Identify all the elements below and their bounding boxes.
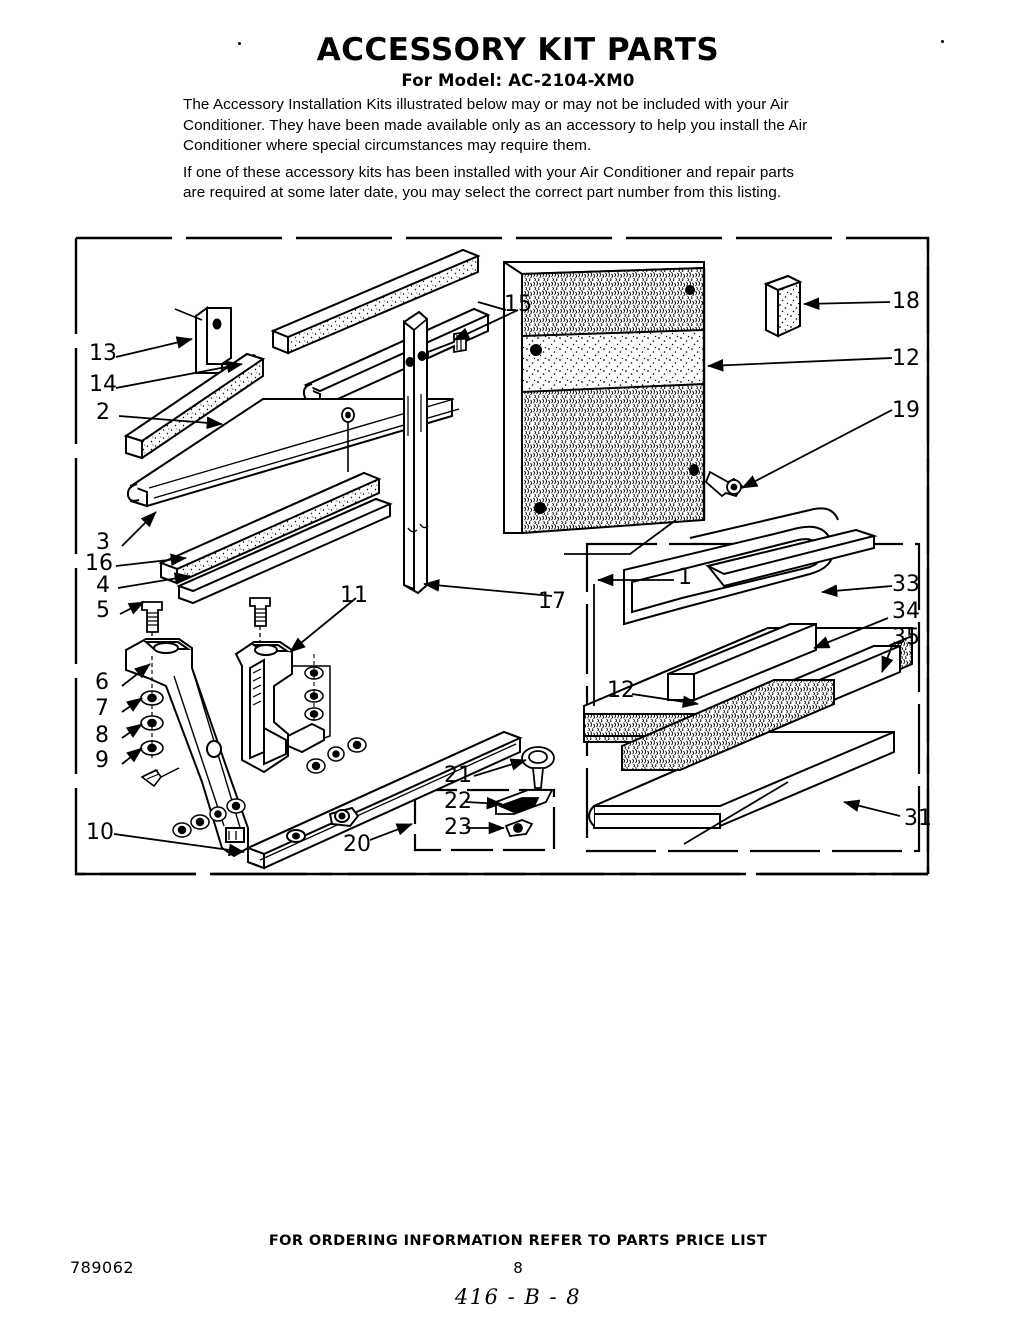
intro-paragraph-1: The Accessory Installation Kits illustrated below may or may not be included with your Air Conditioner. They have been made available only as an accessory to help you install the Air Conditioner where special circumstances may require them. bbox=[183, 96, 808, 154]
callout-10: 10 bbox=[86, 820, 114, 845]
exploded-parts-diagram bbox=[74, 236, 930, 876]
callout-20: 20 bbox=[343, 832, 371, 857]
part-vertical-channel-17 bbox=[404, 312, 428, 593]
ordering-information-note: FOR ORDERING INFORMATION REFER TO PARTS PRICE LIST bbox=[268, 1233, 768, 1249]
page-number: 8 bbox=[513, 1259, 523, 1277]
handwritten-annotation: 416 - B - 8 bbox=[454, 1285, 582, 1309]
callout-16: 16 bbox=[85, 551, 113, 576]
callout-12: 12 bbox=[892, 346, 920, 371]
part-clip-22 bbox=[496, 790, 552, 814]
intro-paragraph-2: If one of these accessory kits has been installed with your Air Conditioner and repair parts are required at some later date, you may select the correct part number from this listing. bbox=[183, 163, 795, 201]
part-insulated-panel-12 bbox=[504, 262, 704, 533]
callout-2: 2 bbox=[96, 400, 110, 425]
callout-5: 5 bbox=[96, 598, 110, 623]
callout-19: 19 bbox=[892, 398, 920, 423]
callout-14: 14 bbox=[89, 372, 117, 397]
page-title: ACCESSORY KIT PARTS bbox=[316, 32, 720, 68]
callout-11: 11 bbox=[340, 583, 368, 608]
model-subtitle: For Model: AC-2104-XM0 bbox=[401, 70, 635, 90]
part-spacer-block-18 bbox=[766, 276, 800, 336]
callout-22: 22 bbox=[444, 789, 472, 814]
part-panel-screw-19 bbox=[706, 472, 742, 496]
page-header bbox=[0, 34, 1036, 90]
callout-17: 17 bbox=[538, 589, 566, 614]
callout-7: 7 bbox=[95, 696, 109, 721]
intro-text-block bbox=[183, 95, 808, 210]
part-hardware-stack bbox=[292, 654, 366, 773]
callout-21: 21 bbox=[444, 763, 472, 788]
callout-6: 6 bbox=[95, 670, 109, 695]
parts-illustration-svg bbox=[74, 236, 930, 876]
callout-1: 1 bbox=[678, 565, 692, 590]
callout-12b: 12 bbox=[607, 678, 635, 703]
callout-15: 15 bbox=[504, 292, 532, 317]
part-mounting-clamp-11 bbox=[236, 642, 292, 772]
callout-18: 18 bbox=[892, 289, 920, 314]
callout-34: 34 bbox=[892, 599, 920, 624]
callout-31: 31 bbox=[904, 806, 932, 831]
callout-33: 33 bbox=[892, 572, 920, 597]
part-cross-rail-10 bbox=[248, 724, 520, 868]
part-small-screw bbox=[142, 768, 179, 786]
part-retainer-23 bbox=[506, 820, 532, 836]
callout-4: 4 bbox=[96, 573, 110, 598]
publication-number: 789062 bbox=[70, 1258, 135, 1277]
callout-23: 23 bbox=[444, 815, 472, 840]
callout-8: 8 bbox=[95, 723, 109, 748]
part-foam-seal-33 bbox=[624, 508, 874, 624]
callout-3: 3 bbox=[96, 530, 110, 555]
callout-35: 35 bbox=[892, 625, 920, 650]
part-thumbscrew-21 bbox=[522, 747, 554, 788]
callout-9: 9 bbox=[95, 748, 109, 773]
callout-13: 13 bbox=[89, 341, 117, 366]
